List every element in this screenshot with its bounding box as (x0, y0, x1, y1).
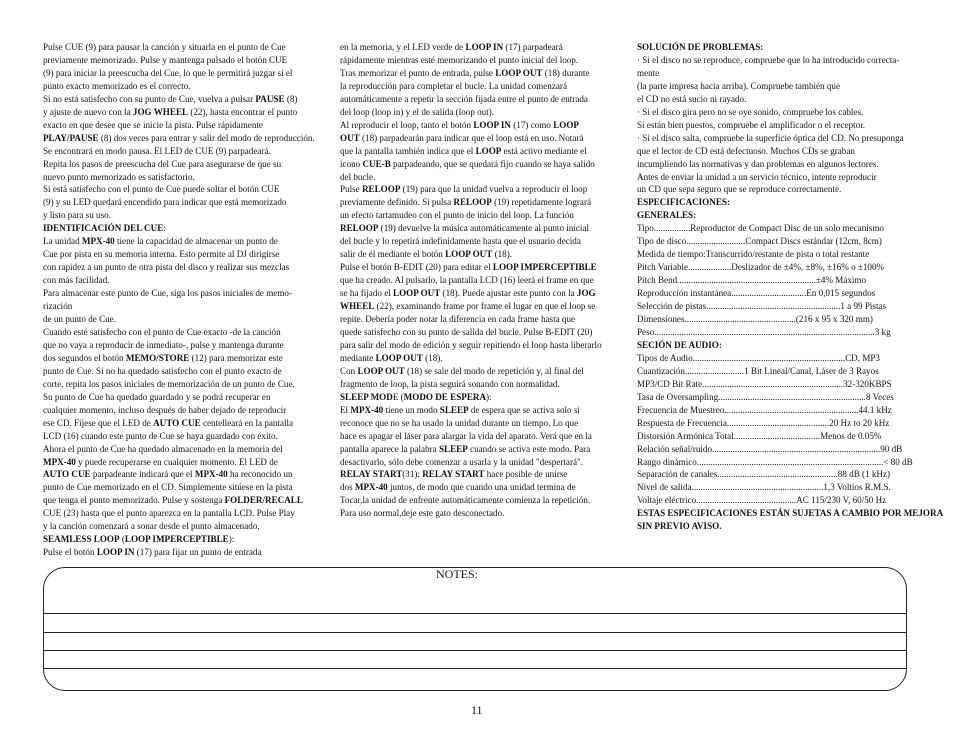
notes-line (44, 668, 906, 669)
page-number: 11 (471, 703, 483, 717)
text-line: incumpliendo las normativas y dan problemas en algunos lectores. (637, 158, 879, 169)
text-line: Relación señal/ruido..........................................................................90 dB (637, 443, 903, 454)
text-line: desactivarlo, sólo debe comenzar a usarla y la unidad "despertará". (340, 456, 584, 467)
text-line: SOLUCIÓN DE PROBLEMAS: (637, 42, 764, 52)
text-line: Peso.................................................................................................3 kg (637, 326, 891, 337)
text-line: un CD que sepa seguro que se reproduce correctamente. (637, 184, 842, 195)
text-line: (9) y su LED quedará encendido para indicar que está memorizado (43, 197, 287, 208)
text-line: se ha fijado el LOOP OUT (18). Puede ajustar este punto con la JOG (340, 288, 596, 299)
text-line: Separación de canales.....................................................88 dB (1 kHz) (637, 469, 891, 480)
text-line: MPX-40 y puede recuperarse en cualquier momento. El LED de (43, 456, 278, 467)
text-line: automáticamente a repetir la sección fijada entre el punto de entrada (340, 93, 588, 104)
text-line: La unidad MPX-40 tiene la capacidad de almacenar un punto de (43, 236, 278, 247)
text-line: Medida de tiempo:Transcurrido/restante de pista o total restante (637, 249, 870, 260)
text-line: Si están bien puestos, compruebe el amplificador o el receptor. (637, 119, 866, 130)
text-column-3 (637, 41, 944, 533)
text-line: Respuesta de Frecuencia.............................................20 Hz to 20 kHz (637, 417, 890, 428)
text-line: SLEEP MODE (MODO DE ESPERA): (340, 391, 492, 402)
text-line: Voltaje eléctrico............................................AC 115/230 V, 60/50 Hz (637, 495, 887, 506)
text-line: dos segundos el botón MEMO/STORE (12) para memorizar este (43, 352, 283, 363)
text-line: Pitch Bend.............................................................±4% Máximo (637, 275, 867, 286)
text-line: RELAY START(31): RELAY START hace posible de unirse (340, 469, 568, 480)
text-line: Ahora el punto de Cue ha quedado almacenado en la memoria del (43, 443, 283, 454)
text-line: para salir del modo de edición y seguir repitiendo el loop hasta liberarlo (340, 339, 602, 350)
text-line: Al reproducir el loop, tanto el botón LOOP IN (17) como LOOP (340, 119, 579, 130)
text-line: Pulse el botón LOOP IN (17) para fijar un punto de entrada (43, 547, 262, 558)
text-line: con más facilidad. (43, 275, 110, 286)
text-line: cualquier momento, incluso después de haber dejado de reproducir (43, 404, 287, 415)
text-line: el CD no está sucio ni rayado. (637, 93, 747, 104)
text-line: PLAY/PAUSE (8) dos veces para entrar y salir del modo de reproducción. (43, 132, 315, 143)
text-line: MP3/CD Bit Rate..............................................................32-320KBPS (637, 378, 892, 389)
text-line: LCD (16) cuando este punto de Cue se haya guardado con éxito. (43, 430, 278, 441)
text-line: icono CUE-B parpadeando, que se quedará fijo cuando se haya salido (340, 158, 595, 169)
text-line: ESTAS ESPECIFICACIONES ESTÁN SUJETAS A CAMBIO POR MEJORA (637, 508, 944, 519)
text-line: quede satisfecho con su punto de salida del bucle. Pulse B-EDIT (20) (340, 326, 593, 337)
text-column-1 (43, 41, 318, 559)
text-line: OUT (18) parpadearán para indicar que el loop está en uso. Notará (340, 132, 584, 143)
text-line: mente (637, 67, 660, 78)
text-line: Pitch Variable...................Deslizador de ±4%, ±8%, ±16% o ±100% (637, 262, 885, 273)
text-line: del bucle y lo repetirá indefinidamente hasta que el usuario decida (340, 236, 581, 247)
text-line: (9) para iniciar la preescucha del Cue, lo que le permitirá juzgar si el (43, 67, 293, 78)
text-line: pantalla aparece la palabra SLEEP cuando se activa este modo. Para (340, 443, 591, 454)
text-line: Repita los pasos de preescucha del Cue para asegurarse de que su (43, 158, 282, 169)
text-line: Tocar,la unidad de enfrente automáticamente comienza la repetición. (340, 495, 591, 506)
text-line: reconoce que no se ha usado la unidad durante un tiempo. Lo que (340, 417, 579, 428)
text-line: la reproducción para completar el bucle. La unidad comenzará (340, 80, 567, 91)
text-line: Tasa de Oversampling.................................................................8 Veces (637, 391, 894, 402)
text-line: Tras memorizar el punto de entrada, pulse LOOP OUT (18) durante (340, 67, 590, 78)
text-line: corte, repita los pasos iniciales de memorización de un punto de Cue. (43, 378, 295, 389)
text-line: WHEEL (22), examinando frame por frame el lugar en que el loop se (340, 301, 596, 312)
text-line: Selección de pistas...........................................................1 a 99 Pistas (637, 301, 887, 312)
text-line: punto exacto memorizado es el correcto. (43, 80, 191, 91)
text-line: Cuando esté satisfecho con el punto de Cue exacto -de la canción (43, 326, 281, 337)
text-line: que ha creado. Al pulsarlo, la pantalla LCD (16) leerá el frame en que (340, 275, 594, 286)
text-line: que no vaya a reproducir de inmediato-, pulse y mantenga durante (43, 339, 284, 350)
notes-line (44, 632, 906, 633)
text-line: · Si el disco no se reproduce, compruebe que lo ha introducido correcta- (637, 54, 900, 65)
text-line: y la canción comenzará a sonar desde el punto almacenado. (43, 521, 260, 532)
text-line: previamente memorizado. Pulse y mantenga pulsado el botón CUE (43, 54, 288, 65)
text-line: Se encontrará en modo pausa. El LED de CUE (9) parpadeará. (43, 145, 271, 156)
text-line: Nivel de salida..........................................................1,3 Voltios R.M.S. (637, 482, 891, 493)
text-line: Cue por pista en su memoria interna. Esto permite al DJ dirigirse (43, 249, 280, 260)
text-line: Su punto de Cue ha quedado guardado y se podrá recuperar en (43, 391, 271, 402)
notes-line (44, 613, 906, 614)
text-line: RELOOP (19) devuelve la música automáticamente al punto inicial (340, 223, 590, 234)
text-line: punto de Cue memorizado en el CD. Simplemente sitúese en la pista (43, 482, 293, 493)
text-line: del loop (loop in) y el de salida (loop out). (340, 106, 495, 117)
text-line: salir de él mediante el botón LOOP OUT (18). (340, 249, 513, 260)
text-line: Cuantización..........................1 Bit Lineal/Canal, Láser de 3 Rayos (637, 365, 879, 376)
text-line: Tipo de disco..........................Compact Discs estándar (12cm, 8cm) (637, 236, 882, 247)
text-line: previamente definido. Si pulsa RELOOP (19) repetidamente logrará (340, 197, 592, 208)
text-line: y listo para su uso. (43, 210, 111, 221)
text-column-2 (340, 41, 620, 520)
text-line: Dimensiones.................................................(216 x 95 x 320 mm) (637, 314, 873, 325)
text-line: rización (43, 301, 73, 312)
text-line: ese CD. Fíjese que el LED de AUTO CUE centelleará en la pantalla (43, 417, 294, 428)
text-line: punto de Cue. Si no ha quedado satisfecho con el punto exacto de (43, 365, 282, 376)
text-line: · Si el disco salta, compruebe la superficie óptica del CD. No presuponga (637, 132, 904, 143)
text-line: un efecto tartamudeo con el punto de inicio del loop. La función (340, 210, 574, 221)
text-line: Para almacenar este punto de Cue, siga los pasos iniciales de memo- (43, 288, 292, 299)
text-line: Si está satisfecho con el punto de Cue puede soltar el botón CUE (43, 184, 280, 195)
text-line: SEAMLESS LOOP (LOOP IMPERCEPTIBLE): (43, 534, 235, 545)
text-line: Pulse CUE (9) para pausar la canción y situarla en el punto de Cue (43, 42, 286, 52)
text-line: que tenga el punto memorizado. Pulse y sostenga FOLDER/RECALL (43, 495, 303, 506)
text-line: El MPX-40 tiene un modo SLEEP de espera que se activa solo si (340, 404, 580, 415)
notes-title: NOTES: (436, 567, 478, 581)
notes-box (43, 567, 907, 691)
text-line: Frecuencia de Muestreo...........................................................44.1 kHz (637, 404, 892, 415)
text-line: Con LOOP OUT (18) se sale del modo de repetición y, al final del (340, 365, 584, 376)
text-line: ESPECIFICACIONES: (637, 197, 730, 208)
text-line: Antes de enviar la unidad a un servicio técnico, intente reproducir (637, 171, 877, 182)
text-line: del bucle. (340, 171, 376, 182)
text-line: GENERALES: (637, 210, 697, 221)
text-line: mediante LOOP OUT (18). (340, 352, 443, 363)
text-line: en la memoria, y el LED verde de LOOP IN (17) parpadeará (340, 42, 563, 52)
text-line: que la pantalla también indica que el LOOP está activo mediante el (340, 145, 587, 156)
text-line: Rango dinámico..................................................................................< 80 dB (637, 456, 913, 467)
text-line: Tipos de Audio...................................................................CD, MP3 (637, 352, 880, 363)
text-line: rápidamente mientras esté memorizando el punto inicial del loop. (340, 54, 579, 65)
text-line: fragmento de loop, la pista seguirá sonando con normalidad. (340, 378, 560, 389)
text-line: hace es apagar el láser para alargar la vida del aparato. Verá que en la (340, 430, 592, 441)
text-line: Pulse el botón B-EDIT (20) para editar el LOOP IMPERCEPTIBLE (340, 262, 597, 273)
text-line: Reproducción instantánea.................................En 0,015 segundos (637, 288, 876, 299)
notes-line (44, 650, 906, 651)
text-line: y ajuste de nuevo con la JOG WHEEL (22), hasta encontrar el punto (43, 106, 298, 117)
text-line: que el lector de CD está defectuoso. Muchos CDs se graban (637, 145, 855, 156)
text-line: Distorsión Armónica Total......................................Menos de 0.05% (637, 430, 882, 441)
text-line: IDENTIFICACIÓN DEL CUE: (43, 223, 166, 234)
text-line: CUE (23) hasta que el punto aparezca en la pantalla LCD. Pulse Play (43, 508, 295, 519)
text-line: Pulse RELOOP (19) para que la unidad vuelva a reproducir el loop (340, 184, 588, 195)
text-line: Tipo................Reproductor de Compact Disc de un solo mecanismo (637, 223, 884, 234)
text-line: nuevo punto memorizado es satisfactorio. (43, 171, 195, 182)
text-line: SECIÓN DE AUDIO: (637, 339, 722, 350)
text-line: de un punto de Cue. (43, 314, 116, 325)
text-line: (la parte impresa hacia arriba). Compruebe también que (637, 80, 841, 91)
text-line: exacto en que desee que se inicie la pista. Pulse rápidamente (43, 119, 263, 130)
text-line: dos MPX-40 juntos, de modo que cuando una unidad termina de (340, 482, 576, 493)
text-line: Para uso normal,deje este gato desconectado. (340, 508, 505, 519)
text-line: AUTO CUE parpadeante indicará que el MPX-40 ha reconocido un (43, 469, 293, 480)
text-line: · Si el disco gira pero no se oye sonido, compruebe los cables. (637, 106, 864, 117)
text-line: SIN PREVIO AVISO. (637, 521, 722, 532)
text-line: con rapidez a un punto de otra pista del disco y realizar sus mezclas (43, 262, 290, 273)
text-line: repite. Debería poder notar la diferencia en cada frame hasta que (340, 314, 576, 325)
text-line: Si no está satisfecho con su punto de Cue, vuelva a pulsar PAUSE (8) (43, 93, 298, 104)
